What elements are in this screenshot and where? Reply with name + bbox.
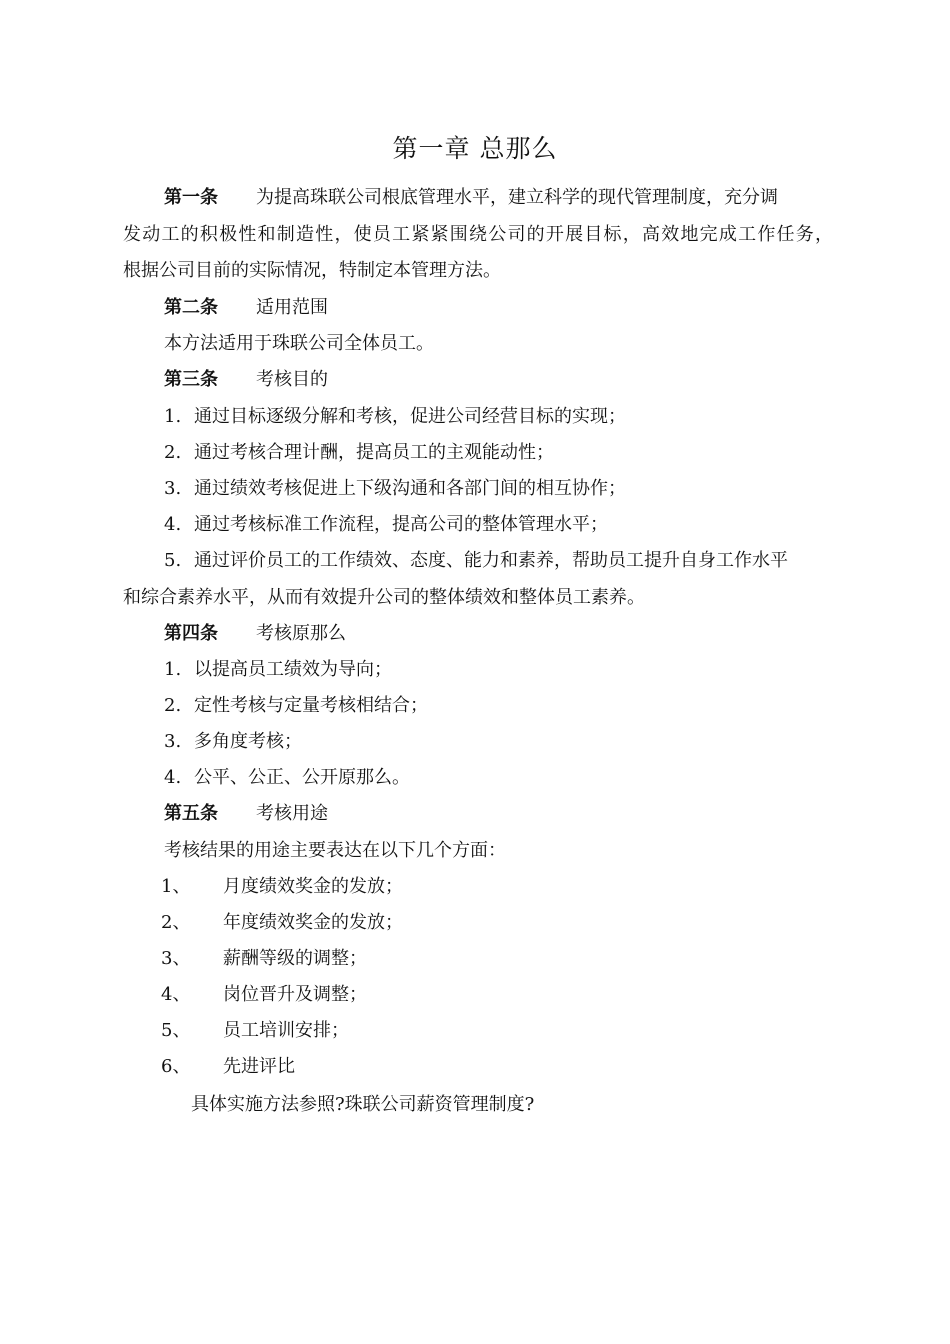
- article-1-line-1: [164, 184, 826, 212]
- article-4-title: 考核原那么: [256, 623, 346, 644]
- article-1-line-3: 根据公司目前的实际情况，特制定本管理方法。: [123, 260, 501, 281]
- article-4-heading-line: [164, 620, 346, 648]
- list-item-number: 2.: [164, 442, 182, 463]
- list-item-text: 通过考核标准工作流程，提高公司的整体管理水平；: [194, 514, 608, 535]
- article-2-heading-line: [164, 294, 328, 322]
- list-item-text: 月度绩效奖金的发放；: [223, 876, 403, 897]
- chapter-title: 第一章 总那么: [392, 134, 558, 163]
- list-item-number: 6、: [161, 1056, 191, 1077]
- list-item: [161, 945, 367, 973]
- list-item-text: 先进评比: [223, 1056, 295, 1077]
- list-item-text: 以提高员工绩效为导向；: [194, 659, 392, 680]
- list-item-text: 通过目标逐级分解和考核，促进公司经营目标的实现；: [194, 406, 626, 427]
- article-1-line-2: 发动工的积极性和制造性，使员工紧紧围绕公司的开展目标，高效地完成工作任务，: [123, 224, 833, 245]
- list-item-text: 年度绩效奖金的发放；: [223, 912, 403, 933]
- list-item-number: 5.: [164, 550, 182, 571]
- list-item: [164, 439, 554, 467]
- list-item: [164, 728, 302, 756]
- list-item-number: 2、: [161, 912, 191, 933]
- closing-reference: 具体实施方法参照?珠联公司薪资管理制度?: [191, 1094, 535, 1115]
- list-item-number: 4、: [161, 984, 191, 1005]
- list-item-number: 1、: [161, 876, 191, 897]
- article-2-heading: 第二条: [164, 297, 218, 318]
- list-item-number: 1.: [164, 406, 182, 427]
- list-item-text: 薪酬等级的调整；: [223, 948, 367, 969]
- article-5-heading-line: [164, 800, 328, 828]
- list-item: [164, 692, 428, 720]
- article-1-text: 为提高珠联公司根底管理水平，建立科学的现代管理制度，充分调: [256, 187, 778, 208]
- list-item: [161, 1017, 349, 1045]
- article-3-title: 考核目的: [256, 369, 328, 390]
- article-2-text: 本方法适用于珠联公司全体员工。: [164, 333, 434, 354]
- list-item-number: 3.: [164, 478, 182, 499]
- article-3-heading: 第三条: [164, 369, 218, 390]
- list-item-text: 通过考核合理计酬，提高员工的主观能动性；: [194, 442, 554, 463]
- article-5-intro: 考核结果的用途主要表达在以下几个方面：: [164, 840, 506, 861]
- list-item-text: 公平、公正、公开原那么。: [194, 767, 410, 788]
- list-item: [161, 1053, 295, 1081]
- list-item-text: 定性考核与定量考核相结合；: [194, 695, 428, 716]
- list-item: [161, 981, 367, 1009]
- list-item-text: 通过绩效考核促进上下级沟通和各部门间的相互协作；: [194, 478, 626, 499]
- list-item-number: 5、: [161, 1020, 191, 1041]
- list-item-text: 通过评价员工的工作绩效、态度、能力和素养，帮助员工提升自身工作水平: [194, 550, 788, 571]
- list-item-number: 3、: [161, 948, 191, 969]
- list-item-number: 3.: [164, 731, 182, 752]
- list-item: [164, 475, 626, 503]
- list-item-number: 4.: [164, 514, 182, 535]
- list-item: [164, 764, 410, 792]
- list-item-text: 岗位晋升及调整；: [223, 984, 367, 1005]
- list-item: [161, 909, 403, 937]
- list-item-number: 2.: [164, 695, 182, 716]
- list-item: [164, 547, 826, 575]
- article-5-title: 考核用途: [256, 803, 328, 824]
- article-5-heading: 第五条: [164, 803, 218, 824]
- list-item-number: 4.: [164, 767, 182, 788]
- article-4-heading: 第四条: [164, 623, 218, 644]
- article-3-heading-line: [164, 366, 328, 394]
- list-item: [164, 403, 626, 431]
- list-item-text: 员工培训安排；: [223, 1020, 349, 1041]
- list-item-number: 1.: [164, 659, 182, 680]
- list-item: [164, 656, 392, 684]
- article-2-title: 适用范围: [256, 297, 328, 318]
- list-item-continuation: 和综合素养水平，从而有效提升公司的整体绩效和整体员工素养。: [123, 587, 645, 608]
- article-1-heading: 第一条: [164, 187, 218, 208]
- list-item: [161, 873, 403, 901]
- list-item: [164, 511, 608, 539]
- list-item-text: 多角度考核；: [194, 731, 302, 752]
